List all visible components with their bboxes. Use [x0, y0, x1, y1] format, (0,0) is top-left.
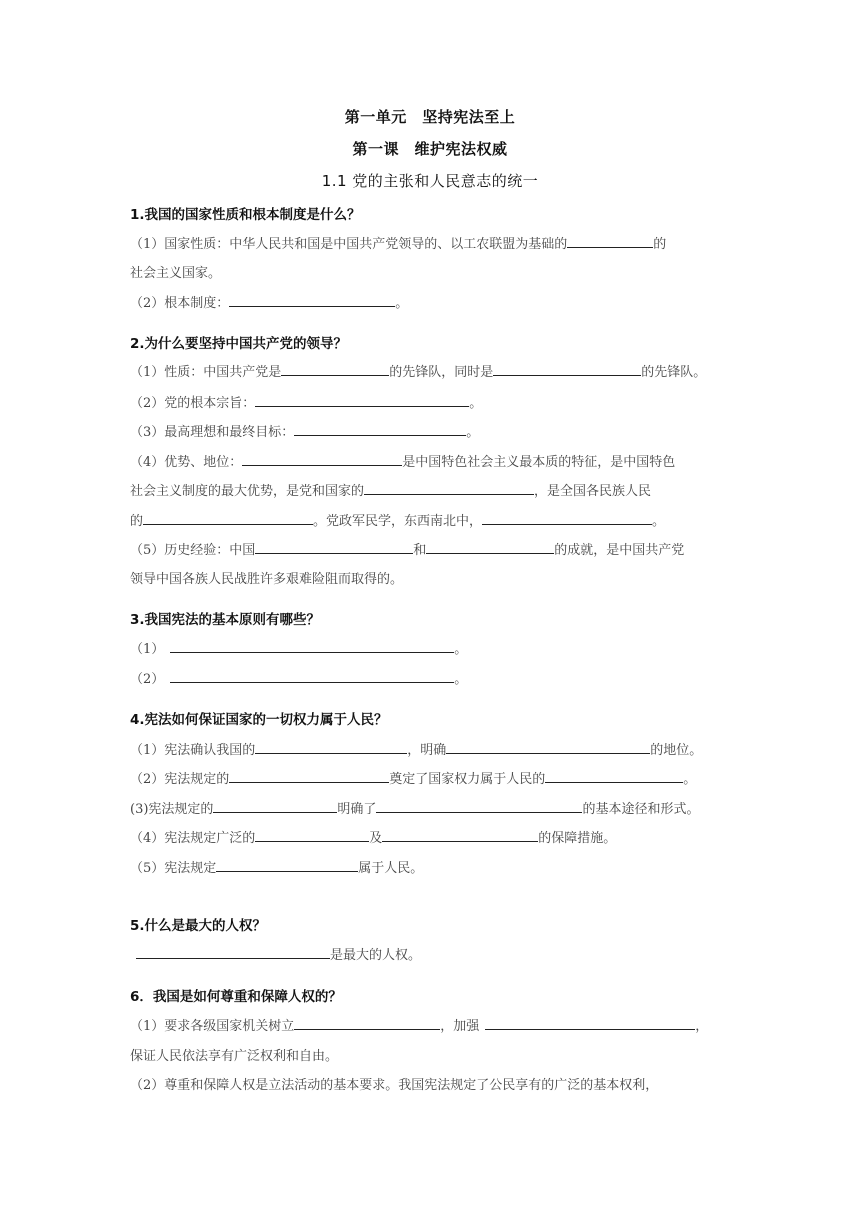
answer-blank[interactable] — [213, 798, 337, 813]
q2-text: 的先锋队。 — [641, 365, 707, 380]
q2-line-4 — [130, 451, 730, 470]
q3-line-2 — [130, 668, 730, 687]
q3-text: （1） — [130, 642, 165, 657]
q4-text: （2）宪法规定的 — [130, 772, 230, 787]
answer-blank[interactable] — [242, 451, 402, 466]
q4-text: (3)宪法规定的 — [130, 802, 214, 817]
answer-blank[interactable] — [376, 798, 582, 813]
q2-text: （3）最高理想和最终目标： — [130, 425, 295, 440]
answer-blank[interactable] — [493, 361, 641, 376]
q4-line-3 — [130, 798, 730, 817]
answer-blank[interactable] — [294, 421, 466, 436]
answer-blank[interactable] — [255, 827, 369, 842]
q2-text: 的成就，是中国共产党 — [554, 543, 685, 558]
question-3-heading: 3.我国宪法的基本原则有哪些？ — [130, 612, 321, 628]
q4-text: 。 — [683, 772, 697, 787]
q2-text: 。 — [652, 514, 666, 529]
answer-blank[interactable] — [426, 539, 554, 554]
answer-blank[interactable] — [255, 539, 413, 554]
q2-text: 社会主义制度的最大优势，是党和国家的 — [130, 484, 365, 499]
q4-text: 的基本途径和形式。 — [582, 802, 700, 817]
answer-blank[interactable] — [255, 392, 469, 407]
q2-text: 和 — [413, 543, 427, 558]
answer-blank[interactable] — [136, 944, 330, 959]
q4-text: 明确了 — [337, 802, 377, 817]
q3-text: （2） — [130, 672, 165, 687]
q1-line-1 — [130, 233, 730, 252]
answer-blank[interactable] — [446, 739, 650, 754]
answer-blank[interactable] — [294, 1015, 440, 1030]
section-title: 1.1 党的主张和人民意志的统一 — [321, 172, 539, 190]
q2-text: （4）优势、地位： — [130, 455, 243, 470]
q2-line-2 — [130, 392, 730, 411]
q4-line-4 — [130, 827, 730, 846]
q2-line-7 — [130, 539, 730, 558]
q3-line-1 — [130, 638, 730, 657]
q4-text: （5）宪法规定 — [130, 861, 217, 876]
q2-text: ，是全国各民族人民 — [534, 484, 652, 499]
q4-text: （1）宪法确认我国的 — [130, 743, 256, 758]
q4-text: 奠定了国家权力属于人民的 — [389, 772, 546, 787]
q2-text: （5）历史经验：中国 — [130, 543, 256, 558]
unit-title: 第一单元 坚持宪法至上 — [344, 108, 516, 126]
question-6-heading: 6．我国是如何尊重和保障人权的？ — [130, 989, 342, 1005]
q1-line-2: 社会主义国家。 — [130, 266, 222, 281]
q2-text: 的 — [130, 514, 144, 529]
answer-blank[interactable] — [143, 510, 313, 525]
q2-text: 的先锋队，同时是 — [389, 365, 494, 380]
q4-line-1 — [130, 739, 730, 758]
answer-blank[interactable] — [229, 768, 389, 783]
q3-text: 。 — [454, 672, 468, 687]
answer-blank[interactable] — [281, 361, 389, 376]
answer-blank[interactable] — [170, 638, 454, 653]
q2-line-6 — [130, 510, 730, 529]
q3-text: 。 — [454, 642, 468, 657]
q2-text: 。 — [466, 425, 480, 440]
question-4-heading: 4.宪法如何保证国家的一切权力属于人民？ — [130, 712, 388, 728]
q4-text: 的地位。 — [650, 743, 703, 758]
q1-text: （2）根本制度： — [130, 296, 230, 311]
q6-line-2: 保证人民依法享有广泛权利和自由。 — [130, 1049, 339, 1064]
q5-line-1 — [130, 944, 730, 963]
answer-blank[interactable] — [170, 668, 454, 683]
q4-line-5 — [130, 857, 730, 876]
q5-text: 是最大的人权。 — [330, 948, 422, 963]
q6-text: （1）要求各级国家机关树立 — [130, 1019, 295, 1034]
answer-blank[interactable] — [364, 480, 534, 495]
q6-text: ， — [695, 1019, 709, 1034]
answer-blank[interactable] — [482, 510, 652, 525]
q2-text: （1）性质：中国共产党是 — [130, 365, 282, 380]
q6-text: ，加强 — [440, 1019, 480, 1034]
q6-line-1 — [130, 1015, 730, 1034]
question-1-heading: 1.我国的国家性质和根本制度是什么？ — [130, 207, 361, 223]
q4-text: 属于人民。 — [358, 861, 424, 876]
q4-text: （4）宪法规定广泛的 — [130, 831, 256, 846]
q1-text: 的 — [653, 237, 667, 252]
q2-text: 。 — [469, 396, 483, 411]
answer-blank[interactable] — [545, 768, 683, 783]
q2-line-1 — [130, 361, 730, 380]
q6-line-3: （2）尊重和保障人权是立法活动的基本要求。我国宪法规定了公民享有的广泛的基本权利， — [130, 1078, 659, 1093]
question-5-heading: 5.什么是最大的人权？ — [130, 918, 267, 934]
q4-text: 及 — [369, 831, 383, 846]
q1-text: 。 — [395, 296, 409, 311]
answer-blank[interactable] — [255, 739, 407, 754]
lesson-title: 第一课 维护宪法权威 — [352, 140, 508, 158]
q2-text: 是中国特色社会主义最本质的特征，是中国特色 — [402, 455, 676, 470]
q2-line-5 — [130, 480, 730, 499]
answer-blank[interactable] — [216, 857, 358, 872]
answer-blank[interactable] — [382, 827, 538, 842]
q1-line-3 — [130, 292, 730, 311]
q1-text: （1）国家性质：中华人民共和国是中国共产党领导的、以工农联盟为基础的 — [130, 237, 568, 252]
q2-line-3 — [130, 421, 730, 440]
q2-text: （2）党的根本宗旨： — [130, 396, 256, 411]
answer-blank[interactable] — [567, 233, 653, 248]
q4-text: 的保障措施。 — [538, 831, 617, 846]
q4-text: ，明确 — [407, 743, 447, 758]
q2-text: 。党政军民学，东西南北中， — [313, 514, 483, 529]
answer-blank[interactable] — [485, 1015, 695, 1030]
q2-line-8: 领导中国各族人民战胜许多艰难险阻而取得的。 — [130, 572, 404, 587]
answer-blank[interactable] — [229, 292, 395, 307]
question-2-heading: 2.为什么要坚持中国共产党的领导？ — [130, 336, 348, 352]
q4-line-2 — [130, 768, 730, 787]
